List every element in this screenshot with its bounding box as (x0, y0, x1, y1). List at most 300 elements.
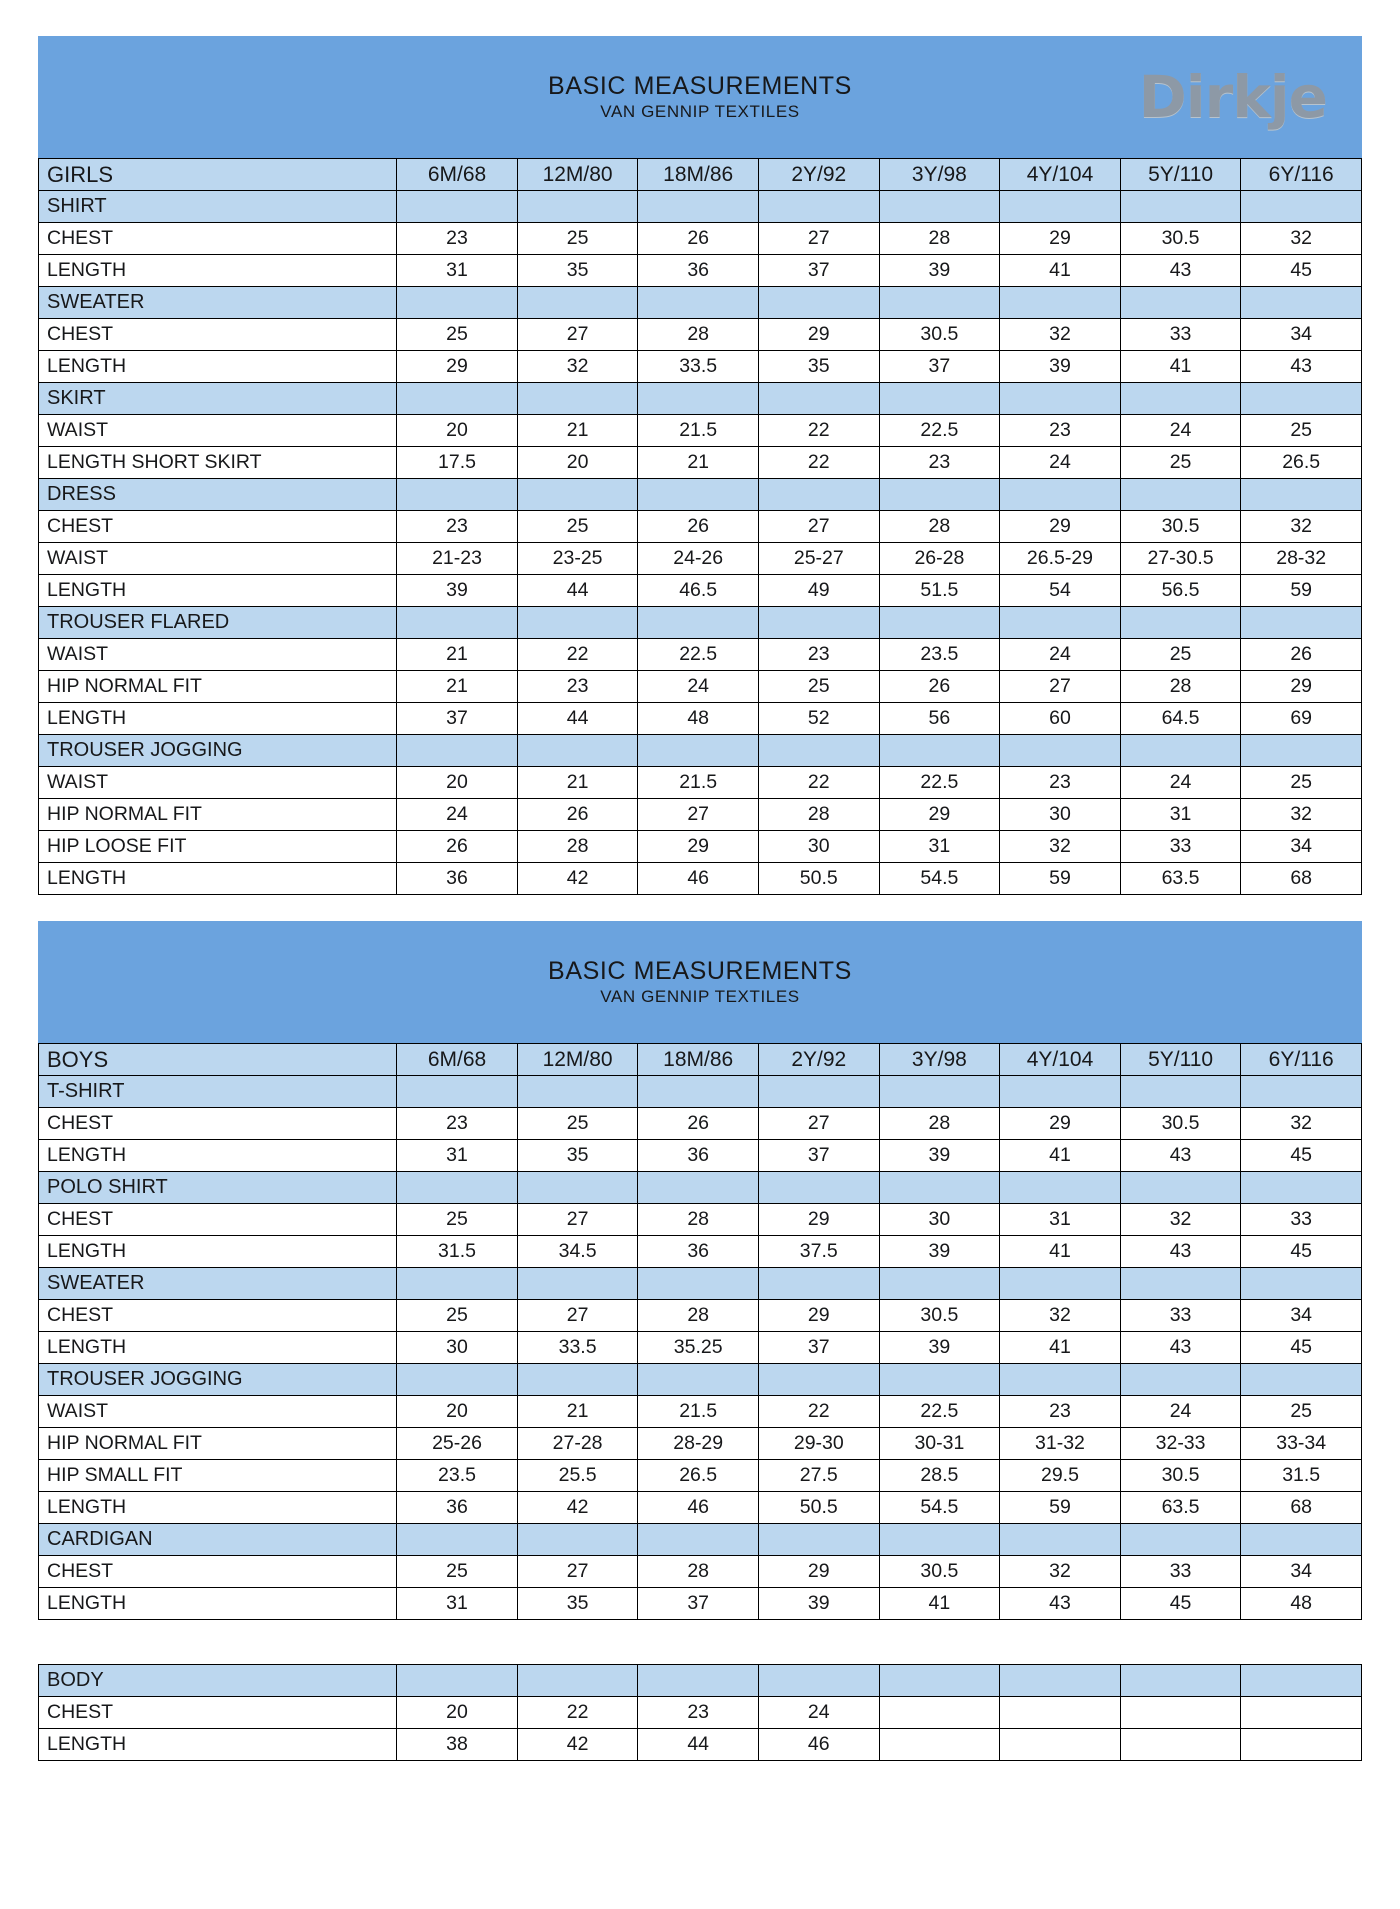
cell: 37 (397, 703, 518, 735)
banner-subtitle: VAN GENNIP TEXTILES (600, 987, 800, 1007)
header-category-label: GIRLS (39, 159, 397, 191)
cell: 23 (758, 639, 879, 671)
size-header-1: 12M/80 (517, 1044, 638, 1076)
table-row (39, 1588, 1362, 1620)
cell: 36 (638, 1140, 759, 1172)
cell: 30.5 (879, 1300, 1000, 1332)
group-cell (1241, 1172, 1362, 1204)
group-label: T-SHIRT (39, 1076, 397, 1108)
cell: 69 (1241, 703, 1362, 735)
table-row (39, 1332, 1362, 1364)
cell: 44 (638, 1729, 759, 1761)
row-label: LENGTH (39, 255, 397, 287)
banner-title: BASIC MEASUREMENTS (548, 71, 852, 100)
table-row (39, 799, 1362, 831)
cell: 21 (517, 1396, 638, 1428)
cell: 33.5 (638, 351, 759, 383)
group-row (39, 287, 1362, 319)
cell: 26 (638, 511, 759, 543)
group-cell (638, 1524, 759, 1556)
group-row (39, 1364, 1362, 1396)
cell: 23 (397, 511, 518, 543)
size-header-4: 3Y/98 (879, 1044, 1000, 1076)
group-cell (517, 1524, 638, 1556)
table-row (39, 543, 1362, 575)
cell: 20 (397, 1697, 518, 1729)
cell: 37 (758, 1140, 879, 1172)
table-row (39, 671, 1362, 703)
cell: 45 (1241, 1332, 1362, 1364)
row-label: LENGTH (39, 575, 397, 607)
cell: 29 (758, 1204, 879, 1236)
cell: 29 (758, 319, 879, 351)
cell: 39 (879, 255, 1000, 287)
size-header-1: 12M/80 (517, 159, 638, 191)
cell: 37 (758, 255, 879, 287)
cell: 42 (517, 1492, 638, 1524)
group-label: SWEATER (39, 287, 397, 319)
cell: 68 (1241, 863, 1362, 895)
group-row (39, 1524, 1362, 1556)
group-cell (758, 607, 879, 639)
table-row (39, 767, 1362, 799)
group-cell (397, 479, 518, 511)
cell (1000, 1729, 1121, 1761)
girls-sheet (38, 36, 1362, 895)
row-label: HIP SMALL FIT (39, 1460, 397, 1492)
group-row (39, 607, 1362, 639)
group-cell (758, 1268, 879, 1300)
cell: 38 (397, 1729, 518, 1761)
cell: 34 (1241, 831, 1362, 863)
cell: 41 (1000, 255, 1121, 287)
row-label: HIP NORMAL FIT (39, 1428, 397, 1460)
group-cell (517, 607, 638, 639)
cell: 23 (879, 447, 1000, 479)
group-cell (758, 1665, 879, 1697)
group-cell (879, 1524, 1000, 1556)
cell: 36 (638, 255, 759, 287)
group-cell (1241, 1268, 1362, 1300)
group-cell (879, 735, 1000, 767)
cell: 35 (517, 1140, 638, 1172)
group-cell (1120, 383, 1241, 415)
cell: 43 (1120, 1236, 1241, 1268)
cell: 43 (1120, 255, 1241, 287)
cell: 30.5 (1120, 1108, 1241, 1140)
group-cell (638, 1665, 759, 1697)
cell: 37 (758, 1332, 879, 1364)
table-row (39, 511, 1362, 543)
banner-subtitle: VAN GENNIP TEXTILES (600, 102, 800, 122)
row-label: WAIST (39, 767, 397, 799)
group-cell (1000, 479, 1121, 511)
cell: 31 (879, 831, 1000, 863)
cell: 21 (397, 671, 518, 703)
cell: 25 (397, 1556, 518, 1588)
cell: 39 (758, 1588, 879, 1620)
group-row (39, 479, 1362, 511)
size-header-0: 6M/68 (397, 159, 518, 191)
cell: 23 (517, 671, 638, 703)
group-cell (1120, 1172, 1241, 1204)
cell: 21.5 (638, 1396, 759, 1428)
cell: 39 (879, 1236, 1000, 1268)
cell: 54 (1000, 575, 1121, 607)
table-row (39, 1140, 1362, 1172)
group-row (39, 1665, 1362, 1697)
cell: 33 (1120, 831, 1241, 863)
group-cell (397, 287, 518, 319)
cell: 28 (638, 319, 759, 351)
cell: 31 (397, 1588, 518, 1620)
group-cell (638, 607, 759, 639)
cell: 31.5 (1241, 1460, 1362, 1492)
group-cell (1000, 735, 1121, 767)
row-label: CHEST (39, 1108, 397, 1140)
cell: 29 (1000, 223, 1121, 255)
group-cell (1120, 1268, 1241, 1300)
cell: 29 (879, 799, 1000, 831)
cell: 30 (758, 831, 879, 863)
group-cell (758, 479, 879, 511)
cell: 49 (758, 575, 879, 607)
row-label: LENGTH (39, 703, 397, 735)
cell: 24 (1120, 767, 1241, 799)
table-row (39, 1556, 1362, 1588)
group-cell (1241, 383, 1362, 415)
cell: 37 (879, 351, 1000, 383)
group-cell (517, 287, 638, 319)
cell: 28.5 (879, 1460, 1000, 1492)
cell (879, 1697, 1000, 1729)
group-cell (638, 1172, 759, 1204)
group-cell (397, 607, 518, 639)
cell: 27 (758, 223, 879, 255)
cell: 27-28 (517, 1428, 638, 1460)
size-header-4: 3Y/98 (879, 159, 1000, 191)
cell: 28 (879, 1108, 1000, 1140)
cell: 28 (879, 511, 1000, 543)
cell: 59 (1241, 575, 1362, 607)
row-label: LENGTH (39, 863, 397, 895)
group-cell (1000, 607, 1121, 639)
size-header-6: 5Y/110 (1120, 159, 1241, 191)
group-cell (1241, 1076, 1362, 1108)
group-cell (879, 479, 1000, 511)
cell: 33 (1120, 1556, 1241, 1588)
cell: 21 (517, 415, 638, 447)
cell: 39 (879, 1332, 1000, 1364)
cell: 32 (1000, 319, 1121, 351)
row-label: CHEST (39, 1697, 397, 1729)
cell: 20 (517, 447, 638, 479)
cell: 31 (397, 1140, 518, 1172)
cell: 39 (879, 1140, 1000, 1172)
group-row (39, 735, 1362, 767)
size-header-2: 18M/86 (638, 159, 759, 191)
cell: 39 (397, 575, 518, 607)
row-label: CHEST (39, 223, 397, 255)
group-cell (1241, 607, 1362, 639)
cell: 23 (1000, 767, 1121, 799)
group-cell (1120, 191, 1241, 223)
cell: 33 (1241, 1204, 1362, 1236)
cell: 36 (397, 863, 518, 895)
cell: 31-32 (1000, 1428, 1121, 1460)
group-cell (397, 191, 518, 223)
cell: 33 (1120, 1300, 1241, 1332)
group-cell (1000, 191, 1121, 223)
cell: 28 (638, 1556, 759, 1588)
group-cell (1241, 191, 1362, 223)
group-cell (517, 191, 638, 223)
group-cell (1000, 1076, 1121, 1108)
cell: 30.5 (879, 319, 1000, 351)
cell: 52 (758, 703, 879, 735)
cell (1120, 1729, 1241, 1761)
body-size-table (38, 1664, 1362, 1761)
cell: 33 (1120, 319, 1241, 351)
cell (1120, 1697, 1241, 1729)
cell: 35.25 (638, 1332, 759, 1364)
cell: 21 (638, 447, 759, 479)
table-row (39, 703, 1362, 735)
cell (1241, 1729, 1362, 1761)
cell: 36 (638, 1236, 759, 1268)
group-cell (1120, 1665, 1241, 1697)
cell: 50.5 (758, 1492, 879, 1524)
table-row (39, 1108, 1362, 1140)
boys-table-body (39, 1044, 1362, 1620)
cell: 32 (1241, 799, 1362, 831)
group-label: SKIRT (39, 383, 397, 415)
cell: 48 (638, 703, 759, 735)
cell (879, 1729, 1000, 1761)
cell: 45 (1120, 1588, 1241, 1620)
table-row (39, 223, 1362, 255)
cell: 23.5 (397, 1460, 518, 1492)
cell: 27 (517, 319, 638, 351)
cell: 29.5 (1000, 1460, 1121, 1492)
cell: 21.5 (638, 767, 759, 799)
cell: 25 (397, 1300, 518, 1332)
cell: 24-26 (638, 543, 759, 575)
cell: 23 (397, 1108, 518, 1140)
group-cell (879, 1665, 1000, 1697)
cell: 20 (397, 1396, 518, 1428)
cell: 32-33 (1120, 1428, 1241, 1460)
group-cell (879, 383, 1000, 415)
cell: 25.5 (517, 1460, 638, 1492)
group-label: TROUSER JOGGING (39, 1364, 397, 1396)
cell: 41 (879, 1588, 1000, 1620)
table-row (39, 1460, 1362, 1492)
cell: 27.5 (758, 1460, 879, 1492)
table-row (39, 255, 1362, 287)
body-table-body (39, 1665, 1362, 1761)
cell: 28 (879, 223, 1000, 255)
cell: 25 (397, 1204, 518, 1236)
cell: 34 (1241, 1556, 1362, 1588)
group-cell (397, 1364, 518, 1396)
cell: 17.5 (397, 447, 518, 479)
cell: 28-32 (1241, 543, 1362, 575)
cell: 28 (517, 831, 638, 863)
group-cell (879, 191, 1000, 223)
row-label: WAIST (39, 1396, 397, 1428)
cell: 35 (517, 1588, 638, 1620)
size-header-0: 6M/68 (397, 1044, 518, 1076)
row-label: HIP NORMAL FIT (39, 671, 397, 703)
group-cell (1120, 479, 1241, 511)
group-cell (1241, 1665, 1362, 1697)
cell: 21.5 (638, 415, 759, 447)
cell: 30 (1000, 799, 1121, 831)
cell: 32 (1120, 1204, 1241, 1236)
cell: 24 (638, 671, 759, 703)
cell: 27 (1000, 671, 1121, 703)
cell: 43 (1000, 1588, 1121, 1620)
cell: 30 (397, 1332, 518, 1364)
banner-title: BASIC MEASUREMENTS (548, 956, 852, 985)
group-cell (758, 1524, 879, 1556)
cell: 26 (879, 671, 1000, 703)
group-label: SHIRT (39, 191, 397, 223)
table-row (39, 447, 1362, 479)
cell: 50.5 (758, 863, 879, 895)
cell: 30-31 (879, 1428, 1000, 1460)
cell: 32 (517, 351, 638, 383)
group-cell (758, 735, 879, 767)
cell: 22.5 (879, 767, 1000, 799)
table-header-row (39, 159, 1362, 191)
cell: 22.5 (879, 1396, 1000, 1428)
cell: 68 (1241, 1492, 1362, 1524)
group-cell (879, 1364, 1000, 1396)
table-row (39, 831, 1362, 863)
cell: 43 (1120, 1332, 1241, 1364)
group-cell (638, 1364, 759, 1396)
group-label: POLO SHIRT (39, 1172, 397, 1204)
row-label: LENGTH (39, 1236, 397, 1268)
group-label: TROUSER JOGGING (39, 735, 397, 767)
cell: 26.5-29 (1000, 543, 1121, 575)
group-cell (1000, 1172, 1121, 1204)
table-row (39, 1204, 1362, 1236)
cell: 45 (1241, 1140, 1362, 1172)
cell: 37.5 (758, 1236, 879, 1268)
cell: 46.5 (638, 575, 759, 607)
cell: 32 (1000, 1300, 1121, 1332)
group-cell (1000, 1364, 1121, 1396)
cell: 28 (1120, 671, 1241, 703)
cell: 24 (758, 1697, 879, 1729)
header-category-label: BOYS (39, 1044, 397, 1076)
group-cell (1120, 607, 1241, 639)
cell: 27 (758, 1108, 879, 1140)
cell: 54.5 (879, 863, 1000, 895)
cell: 28 (638, 1204, 759, 1236)
boys-banner (38, 921, 1362, 1043)
cell: 24 (1120, 1396, 1241, 1428)
group-cell (397, 1665, 518, 1697)
cell: 23-25 (517, 543, 638, 575)
cell: 54.5 (879, 1492, 1000, 1524)
cell: 22 (517, 639, 638, 671)
cell: 33.5 (517, 1332, 638, 1364)
group-cell (1241, 1524, 1362, 1556)
cell: 43 (1241, 351, 1362, 383)
cell: 22 (758, 1396, 879, 1428)
boys-sheet (38, 921, 1362, 1620)
group-cell (517, 1268, 638, 1300)
table-row (39, 1236, 1362, 1268)
cell: 59 (1000, 863, 1121, 895)
cell: 31 (397, 255, 518, 287)
table-row (39, 1396, 1362, 1428)
size-header-5: 4Y/104 (1000, 1044, 1121, 1076)
row-label: LENGTH (39, 1729, 397, 1761)
cell: 42 (517, 1729, 638, 1761)
group-cell (638, 735, 759, 767)
girls-banner (38, 36, 1362, 158)
cell: 34 (1241, 1300, 1362, 1332)
cell: 25 (1120, 639, 1241, 671)
group-cell (517, 1076, 638, 1108)
cell: 46 (758, 1729, 879, 1761)
dirkje-logo: Dirkje (1138, 63, 1327, 131)
group-cell (1000, 1524, 1121, 1556)
cell: 25 (1241, 1396, 1362, 1428)
group-cell (879, 1076, 1000, 1108)
group-cell (1120, 735, 1241, 767)
group-cell (1000, 383, 1121, 415)
cell: 29 (1000, 1108, 1121, 1140)
cell: 30 (879, 1204, 1000, 1236)
girls-size-table (38, 158, 1362, 895)
cell: 42 (517, 863, 638, 895)
cell: 26.5 (638, 1460, 759, 1492)
row-label: CHEST (39, 1556, 397, 1588)
cell: 27 (758, 511, 879, 543)
cell: 30.5 (1120, 223, 1241, 255)
cell: 25 (517, 223, 638, 255)
row-label: LENGTH (39, 1588, 397, 1620)
group-label: SWEATER (39, 1268, 397, 1300)
group-cell (517, 383, 638, 415)
cell: 44 (517, 703, 638, 735)
cell: 44 (517, 575, 638, 607)
cell: 25 (517, 511, 638, 543)
boys-size-table (38, 1043, 1362, 1620)
cell: 25 (1241, 415, 1362, 447)
cell: 32 (1241, 223, 1362, 255)
cell: 43 (1120, 1140, 1241, 1172)
cell: 29 (638, 831, 759, 863)
cell: 25 (1120, 447, 1241, 479)
group-cell (638, 479, 759, 511)
cell: 32 (1241, 1108, 1362, 1140)
size-header-2: 18M/86 (638, 1044, 759, 1076)
cell: 29 (758, 1556, 879, 1588)
cell: 39 (1000, 351, 1121, 383)
cell: 26 (397, 831, 518, 863)
size-header-3: 2Y/92 (758, 1044, 879, 1076)
cell: 21-23 (397, 543, 518, 575)
group-cell (1241, 479, 1362, 511)
group-row (39, 1076, 1362, 1108)
